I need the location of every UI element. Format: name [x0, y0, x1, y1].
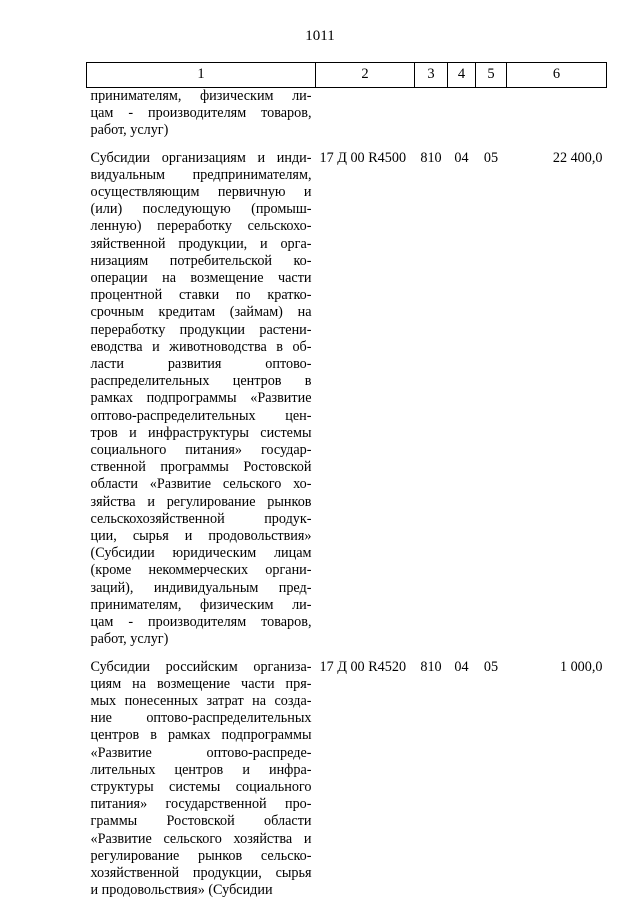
expense-type-code [415, 88, 448, 140]
description-line: работ, услуг) [90, 631, 169, 648]
description-line: осуществляющим первичную и [90, 184, 312, 201]
description-line: социального питания» государ- [90, 442, 312, 459]
amount-value [507, 88, 607, 140]
description-line: ции, сырья и продовольствия» [90, 528, 312, 545]
description-line: Субсидии организациям и инди- [90, 149, 312, 166]
description-line: питания» государственной про- [90, 796, 312, 813]
spacer-cell [87, 140, 607, 150]
description-line: распределительных центров в [90, 373, 312, 390]
section-code: 04 [454, 149, 469, 166]
description-line: операции на возмещение части [90, 270, 312, 287]
row-description [87, 88, 316, 140]
amount-value: 1 000,0 [559, 658, 603, 675]
row-spacer [87, 140, 607, 150]
column-header: 4 [448, 63, 476, 88]
description-line: работ, услуг) [90, 122, 169, 139]
description-line: ласти развития оптово- [90, 356, 312, 373]
subsection-code: 05 [483, 149, 499, 166]
table-row [87, 150, 607, 649]
description-line: сельскохозяйственной продук- [90, 510, 312, 527]
description-line: принимателям, физическим ли- [90, 88, 312, 104]
section-code: 04 [454, 658, 469, 675]
expense-type-code: 810 [420, 658, 442, 675]
table-row [87, 659, 607, 900]
description-line: и продовольствия» (Субсидии [90, 882, 273, 899]
description-line: граммы Ростовской области [90, 813, 312, 830]
table-row [87, 88, 607, 140]
description-line: «Развитие оптово-распреде- [90, 744, 312, 761]
description-line: циям на возмещение части пря- [90, 675, 312, 692]
target-article-code [316, 88, 415, 140]
description-line: низациям потребительской ко- [90, 252, 312, 269]
description-line: процентной ставки по кратко- [90, 287, 312, 304]
table-body [87, 88, 607, 900]
description-line: центров в рамках подпрограммы [90, 727, 312, 744]
description-line: срочным кредитам (займам) на [90, 304, 312, 321]
row-description [87, 150, 316, 649]
row-spacer [87, 649, 607, 659]
description-line: еводства и животноводства в об- [90, 338, 312, 355]
page-number: 1011 [305, 28, 335, 44]
budget-table [86, 62, 607, 899]
table-header-row [87, 63, 607, 88]
target-article-code: 17 Д 00 R4520 [319, 658, 407, 675]
description-line: хозяйственной продукции, сырья [90, 864, 312, 881]
description-line: зяйственной продукции, и орга- [90, 235, 312, 252]
row-description [87, 659, 316, 900]
description-line: оптово-распределительных цен- [90, 407, 312, 424]
description-line: мых понесенных затрат на созда- [90, 692, 312, 709]
description-line: заций), индивидуальным пред- [90, 579, 312, 596]
description-line: тров и инфраструктуры системы [90, 424, 312, 441]
description-line: зяйства и регулирование рынков [90, 493, 312, 510]
column-header: 6 [507, 63, 607, 88]
column-header: 3 [415, 63, 448, 88]
description-line: Субсидии российским организа- [90, 658, 312, 675]
description-line: рамках подпрограммы «Развитие [90, 390, 312, 407]
spacer-cell [87, 649, 607, 659]
description-line: ленную) переработку сельскохо- [90, 218, 312, 235]
description-line: ние оптово-распределительных [90, 710, 312, 727]
column-header: 1 [87, 63, 316, 88]
column-header: 5 [476, 63, 507, 88]
description-line: лительных центров и инфра- [90, 761, 312, 778]
subsection-code: 05 [483, 658, 499, 675]
description-line: области «Развитие сельского хо- [90, 476, 312, 493]
description-line: структуры системы социального [90, 778, 312, 795]
description-line: принимателям, физическим ли- [90, 596, 312, 613]
description-line: цам - производителям товаров, [90, 614, 312, 631]
column-header: 2 [316, 63, 415, 88]
section-code [448, 88, 476, 140]
description-line: (или) последующую (промыш- [90, 201, 312, 218]
amount-value: 22 400,0 [552, 149, 603, 166]
description-line: ственной программы Ростовской [90, 459, 312, 476]
description-line: (Субсидии юридическим лицам [90, 545, 312, 562]
expense-type-code: 810 [420, 149, 442, 166]
description-line: регулирование рынков сельско- [90, 847, 312, 864]
description-line: видуальным предпринимателям, [90, 166, 312, 183]
description-line: цам - производителям товаров, [90, 105, 312, 122]
target-article-code: 17 Д 00 R4500 [319, 149, 407, 166]
description-line: переработку продукции растени- [90, 321, 312, 338]
description-line: (кроме некоммерческих органи- [90, 562, 312, 579]
description-line: «Развитие сельского хозяйства и [90, 830, 312, 847]
subsection-code [476, 88, 507, 140]
